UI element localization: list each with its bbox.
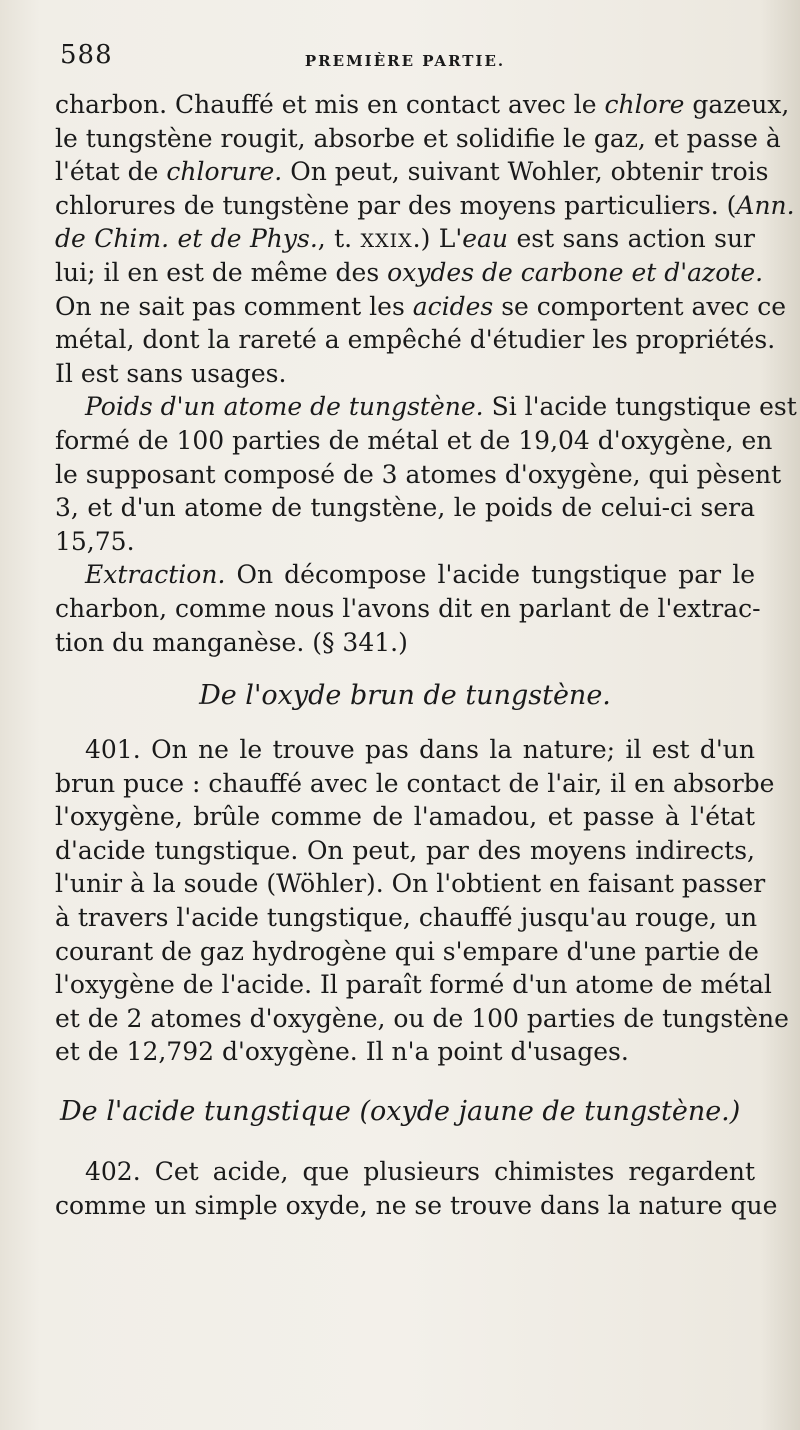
text-line [55, 222, 755, 256]
text-line [55, 458, 782, 492]
text-line [55, 525, 755, 559]
text-segment: courant de gaz hydrogène qui s'empare d'une partie de [55, 936, 759, 966]
text-segment: et de 12,792 d'oxygène. Il n'a point d'usages. [55, 1037, 629, 1067]
text-line [55, 626, 755, 660]
text-segment: à travers l'acide tungstique, chauffé jusqu'au rouge, un [55, 903, 758, 933]
text-line [55, 558, 755, 592]
text-segment: formé de 100 parties de métal et de 19,04 d'oxygène, en [55, 425, 773, 455]
text-segment: 3, et d'un atome de tungstène, le poids de celui-ci sera [55, 493, 755, 523]
text-segment: charbon. Chauffé et mis en contact avec le [55, 90, 605, 119]
text-segment: 402. Cet acide, que plusieurs chimistes regardent [85, 1157, 755, 1187]
text-line [55, 834, 755, 868]
text-line [55, 1035, 755, 1069]
text-line [55, 935, 759, 969]
italic-text: acides [412, 291, 494, 321]
text-segment: 401. On ne le trouve pas dans la nature; il est d'un [85, 735, 755, 765]
text-line [55, 256, 764, 290]
text-line [55, 800, 755, 834]
text-line [55, 390, 797, 424]
text-line [55, 491, 755, 525]
italic-text: Ann. [736, 190, 795, 220]
text-line [55, 1002, 789, 1036]
running-head: PREMIÈRE PARTIE. [304, 52, 506, 70]
text-segment: se comportent avec ce [493, 291, 787, 321]
text-segment: Si l'acide tungstique est [483, 392, 797, 422]
text-segment: Il est sans usages. [55, 358, 287, 388]
text-line [55, 1155, 755, 1189]
text-segment: chlorures de tungstène par des moyens particuliers. ( [55, 190, 737, 220]
text-segment: On décompose l'acide tungstique par le [225, 560, 755, 590]
paragraph-chlorine-properties [55, 88, 797, 659]
text-segment: d'acide tungstique. On peut, par des moyens indirects, [55, 835, 755, 865]
text-segment: lui; il en est de même des [55, 257, 388, 287]
text-line [55, 189, 795, 223]
italic-text: chlorure. [166, 157, 283, 187]
text-line [55, 290, 787, 324]
text-segment: brun puce : chauffé avec le contact de l'air, il en absorbe [55, 768, 775, 798]
page-header [60, 40, 750, 80]
text-line [55, 733, 755, 767]
text-segment: l'état de [55, 157, 167, 187]
section-heading-tungstic-acid: De l'acide tungstique (oxyde jaune de tungstène.) [60, 1096, 741, 1128]
body-text [55, 88, 797, 1222]
paragraph-401 [55, 733, 789, 1069]
text-line [55, 867, 766, 901]
text-segment: charbon, comme nous l'avons dit en parlant de l'extrac- [55, 593, 761, 623]
text-line [55, 968, 772, 1002]
italic-text: eau [462, 224, 509, 254]
text-segment: 15,75. [55, 526, 135, 556]
italic-text: chlore [604, 90, 685, 119]
text-line [55, 122, 781, 156]
text-segment: l'oxygène de l'acide. Il paraît formé d'un atome de métal [55, 970, 772, 1000]
text-segment: métal, dont la rareté a empêché d'étudier les propriétés. [55, 325, 776, 355]
text-line [55, 357, 755, 391]
text-line [55, 901, 758, 935]
text-segment: comme un simple oxyde, ne se trouve dans la nature que [55, 1190, 778, 1220]
text-segment: l'unir à la soude (Wöhler). On l'obtient en faisant passer [55, 869, 766, 899]
text-line [55, 767, 775, 801]
paragraph-402 [55, 1155, 778, 1222]
italic-text: de Chim. et de Phys. [55, 224, 318, 254]
text-segment: , t. [317, 224, 361, 254]
text-segment: XXIX [360, 230, 413, 253]
text-segment: tion du manganèse. (§ 341.) [55, 627, 408, 657]
text-line [55, 592, 761, 626]
text-line [55, 323, 776, 357]
text-segment: .) L' [412, 224, 463, 254]
text-line [55, 1189, 778, 1223]
text-line [55, 424, 773, 458]
text-segment: On ne sait pas comment les [55, 291, 413, 321]
text-segment: est sans action sur [508, 224, 755, 254]
text-segment: le tungstène rougit, absorbe et solidifie le gaz, et passe à [55, 123, 781, 153]
section-heading-brown-oxide: De l'oxyde brun de tungstène. [199, 680, 611, 712]
page-number: 588 [60, 40, 113, 70]
text-segment: le supposant composé de 3 atomes d'oxygène, qui pèsent [55, 459, 782, 489]
italic-text: Extraction. [85, 560, 226, 590]
text-segment: gazeux, [684, 90, 790, 119]
italic-text: oxydes de carbone et d'azote. [387, 257, 764, 287]
text-segment: l'oxygène, brûle comme de l'amadou, et passe à l'état [55, 802, 755, 832]
text-line [55, 155, 769, 189]
text-line [55, 88, 790, 122]
italic-text: Poids d'un atome de tungstène. [85, 392, 484, 422]
text-segment: On peut, suivant Wohler, obtenir trois [282, 157, 769, 187]
text-segment: et de 2 atomes d'oxygène, ou de 100 parties de tungstène [55, 1003, 789, 1033]
